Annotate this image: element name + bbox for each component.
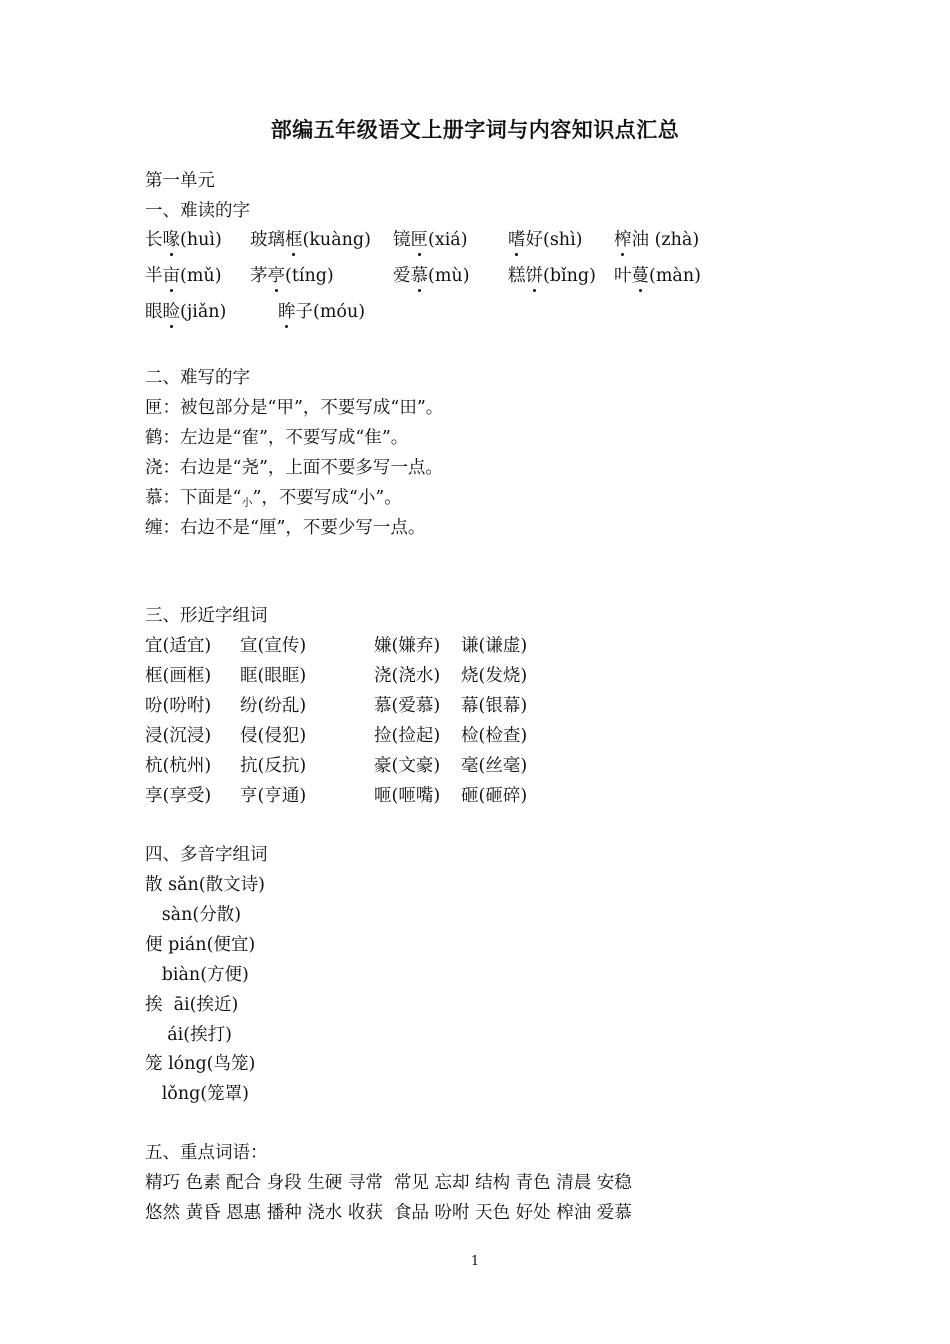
small-xiao-glyph: 小 [241,496,253,509]
reading-item: 半亩(mǔ) [145,266,222,286]
polyphone-line: ái(挨打) [145,1025,232,1045]
reading-item: 糕饼(bǐng) [508,266,596,286]
polyphone-line: 笼 lóng(鸟笼) [145,1054,256,1074]
similar-char-item: 框(画框) [145,666,212,686]
writing-note: 匣：被包部分是“甲”，不要写成“田”。 [145,398,444,418]
page-title: 部编五年级语文上册字词与内容知识点汇总 [270,118,680,142]
similar-char-item: 纷(纷乱) [240,696,307,716]
similar-char-item: 毫(丝毫) [461,756,528,776]
section-heading-hard-to-write: 二、难写的字 [145,368,250,388]
similar-char-item: 吩(吩咐) [145,696,212,716]
similar-char-item: 宜(适宜) [145,636,212,656]
section-heading-similar-chars: 三、形近字组词 [145,606,268,626]
section-heading-key-words: 五、重点词语： [145,1143,268,1163]
similar-char-item: 浇(浇水) [374,666,441,686]
similar-char-item: 豪(文豪) [374,756,441,776]
similar-char-item: 砸(砸碎) [461,786,528,806]
section-heading-polyphones: 四、多音字组词 [145,845,268,865]
reading-item: 榨油 (zhà) [614,230,700,250]
polyphone-line: 挨 āi(挨近) [145,995,239,1015]
reading-item: 长喙(huì) [145,230,222,250]
reading-item: 眸子(móu) [278,302,366,322]
similar-char-item: 抗(反抗) [240,756,307,776]
section-heading-hard-to-read: 一、难读的字 [145,201,250,221]
similar-char-item: 杭(杭州) [145,756,212,776]
similar-char-item: 幕(银幕) [461,696,528,716]
similar-char-item: 谦(谦虚) [461,636,528,656]
polyphone-line: 便 pián(便宜) [145,935,256,955]
reading-item: 眼睑(jiǎn) [145,302,227,322]
reading-item: 叶蔓(màn) [614,266,701,286]
similar-char-item: 享(享受) [145,786,212,806]
similar-char-item: 宣(宣传) [240,636,307,656]
polyphone-line: 散 sǎn(散文诗) [145,875,265,895]
similar-char-item: 亨(亨通) [240,786,307,806]
similar-char-item: 咂(咂嘴) [374,786,441,806]
reading-item: 嗜好(shì) [508,230,583,250]
similar-char-item: 慕(爱慕) [374,696,441,716]
similar-char-item: 烧(发烧) [461,666,528,686]
writing-note: 浇：右边是“尧”，上面不要多写一点。 [145,458,443,478]
reading-item: 玻璃框(kuàng) [250,230,371,250]
reading-item: 茅亭(tíng) [250,266,334,286]
polyphone-line: lǒng(笼罩) [145,1084,249,1104]
key-words-line: 悠然 黄昏 恩惠 播种 浇水 收获 食品 吩咐 天色 好处 榨油 爱慕 [145,1203,632,1223]
reading-item: 镜匣(xiá) [393,230,468,250]
unit-heading: 第一单元 [145,171,215,191]
page-number: 1 [470,1254,480,1269]
reading-item: 爱慕(mù) [393,266,470,286]
similar-char-item: 嫌(嫌弃) [374,636,441,656]
writing-note: 鹤：左边是“隺”，不要写成“隹”。 [145,428,409,448]
writing-note: 缠：右边不是“厘”，不要少写一点。 [145,518,426,538]
similar-char-item: 眶(眼眶) [240,666,307,686]
writing-note: 慕：下面是“小”，不要写成“小”。 [145,488,402,509]
key-words-line: 精巧 色素 配合 身段 生硬 寻常 常见 忘却 结构 青色 清晨 安稳 [145,1173,632,1193]
polyphone-line: sàn(分散) [145,905,242,925]
similar-char-item: 检(检查) [461,726,528,746]
similar-char-item: 捡(捡起) [374,726,441,746]
similar-char-item: 浸(沉浸) [145,726,212,746]
similar-char-item: 侵(侵犯) [240,726,307,746]
polyphone-line: biàn(方便) [145,965,249,985]
